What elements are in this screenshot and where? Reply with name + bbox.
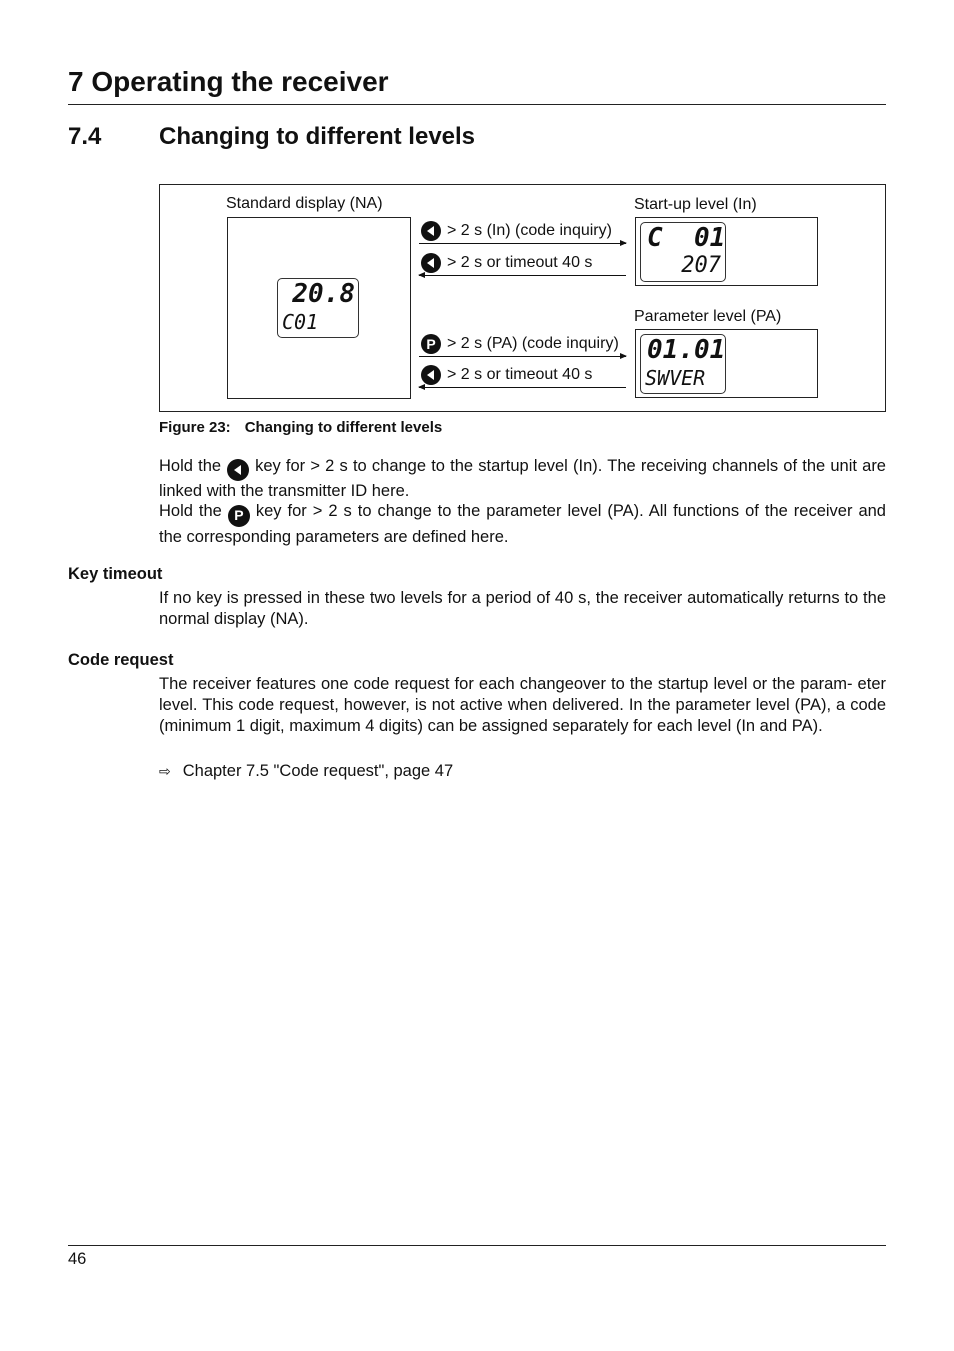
arrow-from-startup-text: > 2 s or timeout 40 s (447, 254, 593, 271)
arrow-from-parameter-label (421, 365, 592, 385)
lcd-in-line1: C 01 (647, 223, 726, 253)
lcd-pa-line1: 01.01 (647, 335, 726, 365)
arrow-from-startup-label (421, 253, 592, 273)
p1-before: Hold the (159, 457, 222, 475)
label-standard-display: Standard display (NA) (226, 195, 383, 212)
page-number: 46 (68, 1250, 87, 1268)
section-number: 7.4 (68, 123, 102, 150)
code-request-heading: Code request (68, 651, 174, 669)
arrow-from-parameter-text: > 2 s or timeout 40 s (447, 366, 593, 383)
lcd-standard-display (277, 278, 359, 338)
lcd-parameter-level (640, 334, 726, 394)
figure-caption-text: Changing to different levels (244, 419, 443, 436)
lcd-startup-level (640, 222, 726, 282)
arrow-to-parameter-label (421, 334, 619, 354)
chapter-title: 7 Operating the receiver (68, 66, 389, 97)
section-title: Changing to different levels (159, 123, 476, 150)
standard-display-panel (227, 217, 411, 399)
arrow-to-startup (419, 243, 626, 244)
p-key-icon: P (421, 334, 441, 354)
p2-after: key for > 2 s to change to the parameter level (PA). All functions of the receiver and the corresponding parameters are defined here. (159, 502, 886, 546)
key-timeout-text: If no key is pressed in these two levels for a period of 40 s, the receiver automatically returns to the normal display (NA). (159, 589, 886, 628)
xref-link[interactable]: Chapter 7.5 "Code request", page 47 (182, 762, 454, 780)
header-rule (68, 104, 886, 105)
p-key-icon: P (228, 505, 250, 527)
chapter-xref[interactable] (159, 761, 453, 782)
lcd-na-line2: C01 (282, 310, 319, 334)
arrow-to-parameter (419, 356, 626, 357)
p1-after: key for > 2 s to change to the startup level (In). The receiving channels of the unit are linked with the transmitter ID here. (159, 457, 886, 500)
parameter-level-panel (635, 329, 818, 398)
levels-figure (159, 184, 886, 412)
startup-level-panel (635, 217, 818, 286)
footer-rule (68, 1245, 886, 1246)
lcd-na-line1: 20.8 (292, 279, 355, 309)
xref-arrow-icon: ⇨ (159, 763, 171, 779)
arrow-to-parameter-text: > 2 s (PA) (code inquiry) (447, 335, 619, 352)
back-key-icon (227, 459, 249, 481)
figure-caption (159, 419, 442, 436)
arrow-to-startup-text: > 2 s (In) (code inquiry) (447, 222, 612, 239)
key-timeout-heading: Key timeout (68, 565, 163, 583)
label-startup-level: Start-up level (In) (634, 196, 757, 213)
lcd-in-line2: 207 (681, 253, 721, 278)
label-parameter-level: Parameter level (PA) (634, 308, 782, 325)
arrow-from-parameter (419, 387, 626, 388)
code-request-text: The receiver features one code request for each changeover to the startup level or the param- eter level. This code request, however, is not active when delivered. In the parameter level (PA), a code (minimum 1 digit, maximum 4 digits) can be assigned separately for each level (In and PA). (159, 675, 886, 735)
back-key-icon (421, 365, 441, 385)
arrow-from-startup (419, 275, 626, 276)
lcd-pa-line2: SWVER (645, 366, 706, 390)
arrow-to-startup-label (421, 221, 612, 241)
p2-before: Hold the (159, 502, 222, 520)
back-key-icon (421, 253, 441, 273)
paragraph-parameter-level (159, 501, 886, 548)
back-key-icon (421, 221, 441, 241)
figure-caption-number: Figure 23: (159, 419, 231, 436)
paragraph-startup-level (159, 456, 886, 502)
